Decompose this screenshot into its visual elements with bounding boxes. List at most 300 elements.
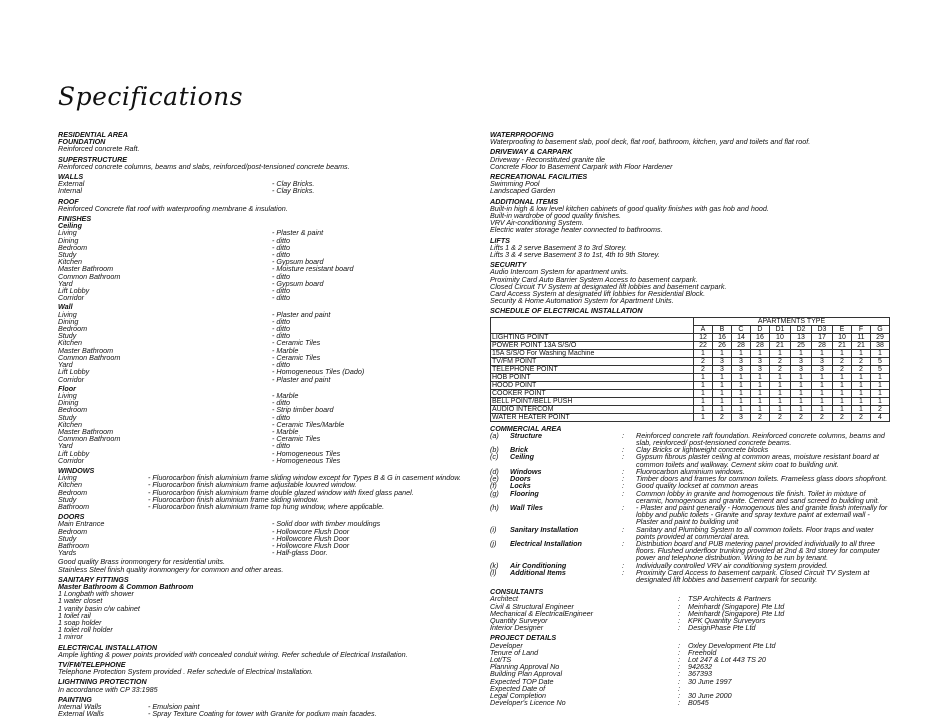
wall-item-value: - Ceramic Tiles [272,352,321,362]
walls-item-value: - Clay Bricks. [272,186,315,196]
project-item-colon: : [678,662,680,672]
value-cell: 4 [870,413,889,421]
additional-heading: ADDITIONAL ITEMS [490,196,559,206]
commercial-item-letter: (h) [490,502,499,512]
schedule-heading: SCHEDULE OF ELECTRICAL INSTALLATION [490,306,643,316]
ceiling-item-label: Bedroom [58,242,88,252]
ceiling-item [58,287,470,294]
value-cell: 1 [731,381,750,389]
value-cell: 1 [694,397,713,405]
floor-item [58,399,470,406]
wall-item-label: Yard [58,360,73,370]
row-label-cell: 15A S/S/O For Washing Machine [491,349,694,357]
doors-item [58,528,470,535]
walls-heading: WALLS [58,172,84,182]
security-item: Audio Intercom System for apartment units. [490,267,629,277]
additional-item: Built-in high & low level kitchen cabinets of good quality finishes with gas hob and hood. [490,203,769,213]
commercial-item-letter: (b) [490,445,499,455]
value-cell: 17 [811,333,832,341]
value-cell: 28 [811,341,832,349]
value-cell: 1 [870,397,889,405]
value-cell: 1 [731,373,750,381]
walls-item-label: External [58,179,85,189]
wall-item-value: - Ceramic Tiles [272,338,321,348]
ceiling-list [58,229,470,301]
commercial-item-colon: : [622,430,624,440]
consultant-item-label: Architect [490,594,518,604]
value-cell: 2 [851,357,870,365]
project-list [490,642,890,707]
type-header-cell: D [750,325,769,333]
sanitary-item: 1 mirror [58,632,83,642]
consultant-item-label: Interior Designer [490,623,544,633]
project-item-colon: : [678,647,680,657]
ceiling-item-label: Common Bathroom [58,271,121,281]
commercial-item-label: Flooring [510,488,539,498]
value-cell: 1 [851,349,870,357]
commercial-item-label: Doors [510,474,531,484]
table-header-row [491,317,890,325]
page-title: Specifications [58,82,244,111]
sanitary-heading: SANITARY FITTINGS [58,574,129,584]
wall-item-value: - Homogeneous Tiles (Dado) [272,367,365,377]
right-column [490,131,890,706]
security-item: Proximity Card Auto Barrier System Access to basement carpark. [490,274,698,284]
ceiling-item-label: Corridor [58,293,84,303]
floor-item [58,414,470,421]
ceiling-item-value: - ditto [272,235,290,245]
value-cell: 1 [851,389,870,397]
wall-item [58,339,470,346]
value-cell: 16 [712,333,731,341]
value-cell: 2 [694,365,713,373]
value-cell: 1 [712,397,731,405]
value-cell: 3 [731,357,750,365]
value-cell: 1 [769,397,790,405]
sanitary-subheading: Master Bathroom & Common Bathroom [58,581,194,591]
painting-item-value: - Spray Texture Coating for tower with Granite for podium main facades. [148,709,377,718]
type-header-cell: E [832,325,851,333]
commercial-item-value: Good quality lockset at common areas [636,481,759,491]
project-item-colon: : [678,676,680,686]
type-header-cell: D1 [769,325,790,333]
floor-heading: Floor [58,383,76,393]
commercial-item-label: Ceiling [510,452,534,462]
row-label-cell: HOOD POINT [491,381,694,389]
value-cell: 2 [769,357,790,365]
row-label-cell: WATER HEATER POINT [491,413,694,421]
value-cell: 21 [851,341,870,349]
value-cell: 1 [769,381,790,389]
table-row [491,333,890,341]
waterproofing-text: Waterproofing to basement slab, pool deck, flat roof, bathroom, kitchen, yard and toilets and flat roof. [490,137,811,147]
doors-note-1: Good quality Brass ironmongery for residential units. [58,557,225,567]
project-item-value: B0545 [688,698,709,708]
row-label-cell: COOKER POINT [491,389,694,397]
commercial-item-value: - Plaster and paint generally - Homogenous tiles and granite finish internally for lobby and public toilets - Granite and spray texture paint at externall wall - Plaster and paint to building unit [636,502,888,527]
commercial-item-label: Additional Items [510,567,566,577]
value-cell: 1 [832,373,851,381]
commercial-item-colon: : [622,452,624,462]
value-cell: 5 [870,357,889,365]
value-cell: 1 [870,389,889,397]
commercial-item-value: Sanitary and Plumbing System to all common toilets. Floor traps and water points provided at commercial area. [636,524,874,541]
value-cell: 1 [811,349,832,357]
consultant-item-colon: : [678,623,680,633]
value-cell: 13 [790,333,811,341]
project-item-label: Legal Completion [490,690,546,700]
value-cell: 28 [750,341,769,349]
ceiling-item-value: - Plaster & paint [272,228,324,238]
project-item-value: 942632 [688,662,712,672]
value-cell: 21 [832,341,851,349]
lifts-item: Lifts 3 & 4 serve Basement 3 to 1st, 4th to 9th Storey. [490,250,660,260]
consultant-item [490,624,890,631]
wall-item-value: - ditto [272,360,290,370]
commercial-item-label: Air Conditioning [510,560,567,570]
doors-item-label: Yards [58,548,77,558]
sanitary-item: 1 water closet [58,596,103,606]
value-cell: 3 [731,413,750,421]
security-heading: SECURITY [490,260,527,270]
floor-item-value: - ditto [272,398,290,408]
value-cell: 1 [712,349,731,357]
row-label-cell: TELEPHONE POINT [491,365,694,373]
windows-item-label: Bathroom [58,501,90,511]
sanitary-list [58,590,470,640]
value-cell: 28 [731,341,750,349]
walls-list [58,180,470,194]
project-item-value: 30 June 1997 [688,676,732,686]
ceiling-item-value: - ditto [272,242,290,252]
electrical-text: Ample lighting & power points provided with concealed conduit wiring. Refer schedule of Electrical Installation. [58,649,408,659]
wall-item-value: - Plaster and paint [272,374,331,384]
walls-item-label: Internal [58,186,82,196]
value-cell: 1 [694,381,713,389]
value-cell: 25 [790,341,811,349]
floor-item-value: - Ceramic Tiles [272,434,321,444]
commercial-item-colon: : [622,538,624,548]
commercial-item-colon: : [622,445,624,455]
wall-item-label: Corridor [58,374,84,384]
sanitary-item: 1 toilet rail [58,610,91,620]
wall-item-label: Dining [58,316,79,326]
additional-item: VRV Air-conditioning System. [490,218,584,228]
ceiling-item [58,258,470,265]
ceiling-item-label: Kitchen [58,257,82,267]
consultant-item-label: Mechanical & ElectricalEngineer [490,608,594,618]
table-row [491,389,890,397]
security-item: Security & Home Automation System for Apartment Units. [490,296,674,306]
residential-area-heading: RESIDENTIAL AREA [58,130,128,139]
ceiling-item-label: Living [58,228,77,238]
walls-item [58,180,470,187]
recreational-item: Swimming Pool [490,179,540,189]
commercial-item-letter: (e) [490,474,499,484]
consultant-item-colon: : [678,601,680,611]
value-cell: 1 [769,349,790,357]
commercial-item [490,453,890,467]
wall-item [58,368,470,375]
value-cell: 3 [811,365,832,373]
commercial-item-label: Brick [510,445,528,455]
commercial-item-colon: : [622,474,624,484]
project-item [490,699,890,706]
value-cell: 3 [750,365,769,373]
value-cell: 3 [790,365,811,373]
type-header-cell: C [731,325,750,333]
value-cell: 22 [694,341,713,349]
consultant-item-colon: : [678,608,680,618]
doors-item [58,535,470,542]
apartments-type-header: APARTMENTS TYPE [694,317,890,325]
project-item-label: Building Plan Approval [490,669,563,679]
value-cell: 1 [790,389,811,397]
doors-list [58,520,470,556]
lifts-item: Lifts 1 & 2 serve Basement 3 to 3rd Storey. [490,242,627,252]
value-cell: 1 [769,389,790,397]
ceiling-item-value: - Gypsum board [272,278,324,288]
value-cell: 1 [769,405,790,413]
wall-item [58,361,470,368]
value-cell: 21 [769,341,790,349]
floor-item-label: Kitchen [58,419,82,429]
commercial-item [490,569,890,583]
row-label-cell: POWER POINT 13A S/S/O [491,341,694,349]
ceiling-item-label: Master Bathroom [58,264,114,274]
commercial-item-label: Sanitary Installation [510,524,579,534]
value-cell: 1 [790,373,811,381]
windows-item-label: Living [58,473,77,483]
value-cell: 1 [851,405,870,413]
painting-item-label: External Walls [58,709,104,718]
wall-item-label: Bedroom [58,324,88,334]
row-label-cell: LIGHTING POINT [491,333,694,341]
tv-heading: TV/FM/TELEPHONE [58,660,126,670]
project-item-label: Lot/TS [490,654,512,664]
consultants-list [490,595,890,631]
value-cell: 3 [750,357,769,365]
floor-item-label: Corridor [58,455,84,465]
consultant-item-value: DesignPhase Pte Ltd [688,623,756,633]
type-header-cell: F [851,325,870,333]
value-cell: 3 [811,357,832,365]
commercial-item [490,490,890,504]
doors-item-label: Main Entrance [58,519,105,529]
ceiling-item-value: - Gypsum board [272,257,324,267]
floor-item-label: Dining [58,398,79,408]
value-cell: 5 [870,365,889,373]
walls-item [58,187,470,194]
lightning-heading: LIGHTNING PROTECTION [58,677,147,687]
ceiling-item-label: Study [58,250,77,260]
wall-item-label: Living [58,309,77,319]
ceiling-item [58,229,470,236]
value-cell: 1 [790,349,811,357]
floor-item-value: - Homogeneous Tiles [272,455,341,465]
value-cell: 1 [832,397,851,405]
doors-note-2: Stainless Steel finish quality ironmongery for common and other areas. [58,564,284,574]
value-cell: 2 [870,405,889,413]
additional-list [490,205,890,234]
value-cell: 14 [731,333,750,341]
value-cell: 2 [832,413,851,421]
project-item-colon: : [678,683,680,693]
value-cell: 2 [811,413,832,421]
row-label-cell: BELL POINT/BELL PUSH [491,397,694,405]
windows-item [58,503,470,510]
lightning-text: In accordance with CP 33:1985 [58,684,158,694]
doors-item [58,520,470,527]
value-cell: 26 [712,341,731,349]
project-item-value: Freehold [688,647,717,657]
type-header-cell: D2 [790,325,811,333]
value-cell: 1 [870,381,889,389]
table-row [491,381,890,389]
wall-item [58,311,470,318]
wall-item [58,354,470,361]
value-cell: 1 [851,373,870,381]
ceiling-item-label: Lift Lobby [58,286,90,296]
value-cell: 38 [870,341,889,349]
commercial-item-label: Wall Tiles [510,502,543,512]
project-item-value: Oxley Development Pte Ltd [688,640,776,650]
row-label-cell: AUDIO INTERCOM [491,405,694,413]
wall-item-label: Master Bathroom [58,345,114,355]
doors-item-label: Study [58,533,77,543]
table-row [491,405,890,413]
project-item-value: Lot 247 & Lot 443 TS 20 [688,654,766,664]
doors-item-value: - Hollowcore Flush Door [272,526,350,536]
commercial-item-value: Proximity Card Access to basement carpark. Closed Circuit TV System at designated lift lobbies and basement carpark for security. [636,567,870,584]
table-row [491,413,890,421]
foundation-text: Reinforced concrete Raft. [58,144,140,154]
doors-item-value: - Hollowcore Flush Door [272,533,350,543]
commercial-heading: COMMERCIAL AREA [490,423,562,433]
value-cell: 1 [694,413,713,421]
commercial-item-label: Electrical Installation [510,538,582,548]
commercial-item-value: Distribution board and PUB metering panel provided individually to all three floors. Flushed underfloor trunking provided at 2nd & 3rd storey for computer power and telephone distribution. Wiring to be run by tenant. [636,538,880,563]
project-item-label: Developer's Licence No [490,698,566,708]
commercial-item [490,540,890,562]
wall-item [58,332,470,339]
value-cell: 1 [694,405,713,413]
value-cell: 2 [851,413,870,421]
painting-heading: PAINTING [58,694,92,704]
commercial-item-letter: (f) [490,481,497,491]
value-cell: 1 [832,349,851,357]
consultant-item-label: Quantity Surveyor [490,615,548,625]
lifts-list [490,244,890,258]
windows-item-value: - Fluorocarbon finish aluminium frame double glazed window with fixed glass panel. [148,487,414,497]
security-list [490,268,890,304]
commercial-item [490,432,890,446]
consultant-item-value: TSP Architects & Partners [688,594,771,604]
commercial-item-letter: (k) [490,560,499,570]
painting-item [58,710,470,717]
value-cell: 1 [870,373,889,381]
value-cell: 1 [811,397,832,405]
table-corner-cell [491,317,694,333]
commercial-item-colon: : [622,524,624,534]
value-cell: 1 [790,397,811,405]
value-cell: 2 [769,365,790,373]
floor-item-label: Study [58,412,77,422]
value-cell: 2 [769,413,790,421]
value-cell: 1 [832,381,851,389]
floor-item-value: - Marble [272,390,299,400]
wall-item-value: - ditto [272,324,290,334]
consultant-item-value: KPK Quantity Surveyors [688,615,766,625]
floor-item [58,421,470,428]
wall-item-value: - Plaster and paint [272,309,331,319]
commercial-list [490,432,890,583]
value-cell: 1 [712,373,731,381]
value-cell: 1 [851,381,870,389]
type-header-cell: G [870,325,889,333]
security-item: Card Access System at designated lift lobbies for Residential Block. [490,289,706,299]
commercial-item-value: Gypsum fibrous plaster ceiling at common areas, moisture resistant board at common toilets and walkway. Cement skim coat to building unit. [636,452,879,469]
value-cell: 1 [731,389,750,397]
consultant-item-colon: : [678,615,680,625]
floor-item-value: - Strip timber board [272,405,334,415]
project-item-value: 367393 [688,669,712,679]
value-cell: 1 [750,389,769,397]
driveway-heading: DRIVEWAY & CARPARK [490,147,573,157]
value-cell: 3 [790,357,811,365]
floor-list [58,392,470,464]
floor-item-label: Lift Lobby [58,448,90,458]
doors-heading: DOORS [58,512,85,522]
windows-item-value: - Fluorocarbon finish aluminium frame adjustable louvred window. [148,480,357,490]
windows-item-value: - Fluorocarbon finish aluminium frame top hung window, where applicable. [148,501,385,511]
wall-item-label: Study [58,331,77,341]
value-cell: 1 [790,381,811,389]
value-cell: 3 [731,365,750,373]
floor-item-label: Master Bathroom [58,426,114,436]
roof-text: Reinforced Concrete flat roof with waterproofing membrane & insulation. [58,203,288,213]
electrical-schedule-table [490,317,890,422]
foundation-heading: FOUNDATION [58,137,106,147]
ceiling-item [58,294,470,301]
wall-item-value: - ditto [272,331,290,341]
value-cell: 1 [750,397,769,405]
value-cell: 1 [750,349,769,357]
floor-item-label: Bedroom [58,405,88,415]
table-row [491,373,890,381]
painting-item-value: - Emulsion paint [148,702,200,712]
commercial-item-value: Fluorocarbon aluminium windows. [636,466,745,476]
ceiling-item [58,251,470,258]
project-item-label: Expected TOP Date [490,676,554,686]
commercial-item-colon: : [622,502,624,512]
value-cell: 1 [750,381,769,389]
additional-item: Built-in wardrobe of good quality finishes. [490,211,622,221]
value-cell: 12 [694,333,713,341]
value-cell: 3 [712,357,731,365]
lifts-heading: LIFTS [490,235,510,245]
floor-item-label: Yard [58,441,73,451]
commercial-item-colon: : [622,481,624,491]
roof-heading: ROOF [58,196,79,206]
value-cell: 2 [832,365,851,373]
commercial-item-value: Clay Bricks or lightweight concrete blocks [636,445,769,455]
value-cell: 1 [712,405,731,413]
wall-item-label: Lift Lobby [58,367,90,377]
wall-item [58,325,470,332]
windows-heading: WINDOWS [58,465,95,475]
doors-item [58,542,470,549]
